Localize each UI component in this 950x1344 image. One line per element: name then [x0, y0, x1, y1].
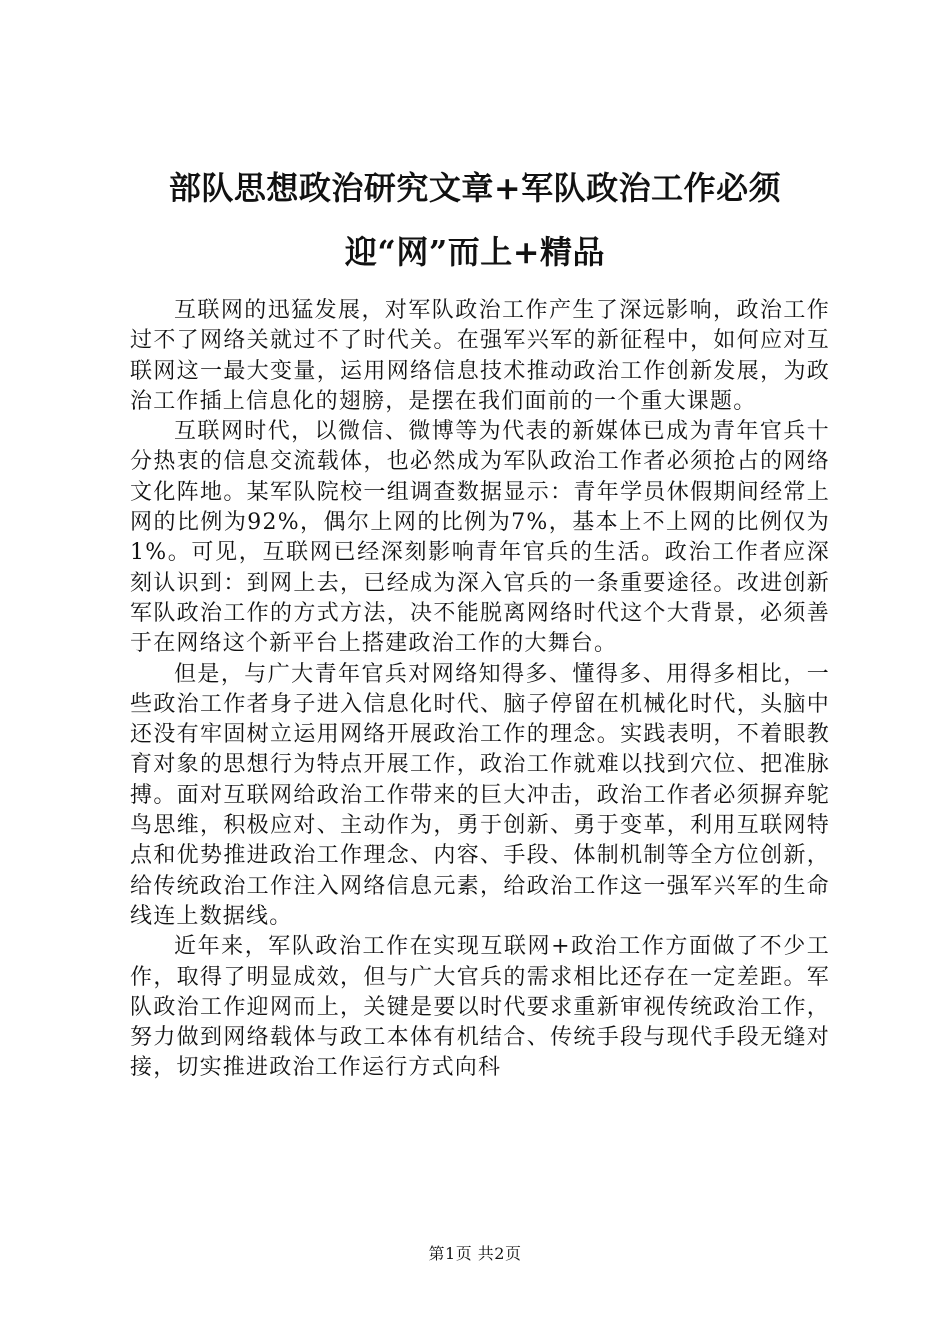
- page-number-footer: 第1页 共2页: [428, 1244, 522, 1263]
- paragraph-1: 互联网的迅猛发展，对军队政治工作产生了深远影响，政治工作过不了网络关就过不了时代关。在强军兴军的新征程中，如何应对互联网这一最大变量，运用网络信息技术推动政治工作创新发展，为政治工作插上信息化的翅膀，是摆在我们面前的一个重大课题。: [130, 298, 830, 414]
- document-title: 部队思想政治研究文章+军队政治工作必须迎“网”而上+精品: [168, 169, 782, 271]
- paragraph-3: 但是，与广大青年官兵对网络知得多、懂得多、用得多相比，一些政治工作者身子进入信息化时代、脑子停留在机械化时代，头脑中还没有牢固树立运用网络开展政治工作的理念。实践表明，不着眼教育对象的思想行为特点开展工作，政治工作就难以找到穴位、把准脉搏。面对互联网给政治工作带来的巨大冲击，政治工作者必须摒弃鸵鸟思维，积极应对、主动作为，勇于创新、勇于变革，利用互联网特点和优势推进政治工作理念、内容、手段、体制机制等全方位创新，给传统政治工作注入网络信息元素，给政治工作这一强军兴军的生命线连上数据线。: [130, 661, 830, 929]
- document-body: [130, 296, 830, 1084]
- paragraph-4: 近年来，军队政治工作在实现互联网+政治工作方面做了不少工作，取得了明显成效，但与广大官兵的需求相比还存在一定差距。军队政治工作迎网而上，关键是要以时代要求重新审视传统政治工作，努力做到网络载体与政工本体有机结合、传统手段与现代手段无缝对接，切实推进政治工作运行方式向科: [130, 934, 830, 1081]
- paragraph-2: 互联网时代，以微信、微博等为代表的新媒体已成为青年官兵十分热衷的信息交流载体，也必然成为军队政治工作者必须抢占的网络文化阵地。某军队院校一组调查数据显示：青年学员休假期间经常上网的比例为92%，偶尔上网的比例为7%，基本上不上网的比例仅为1%。可见，互联网已经深刻影响青年官兵的生活。政治工作者应深刻认识到：到网上去，已经成为深入官兵的一条重要途径。改进创新军队政治工作的方式方法，决不能脱离网络时代这个大背景，必须善于在网络这个新平台上搭建政治工作的大舞台。: [130, 419, 830, 657]
